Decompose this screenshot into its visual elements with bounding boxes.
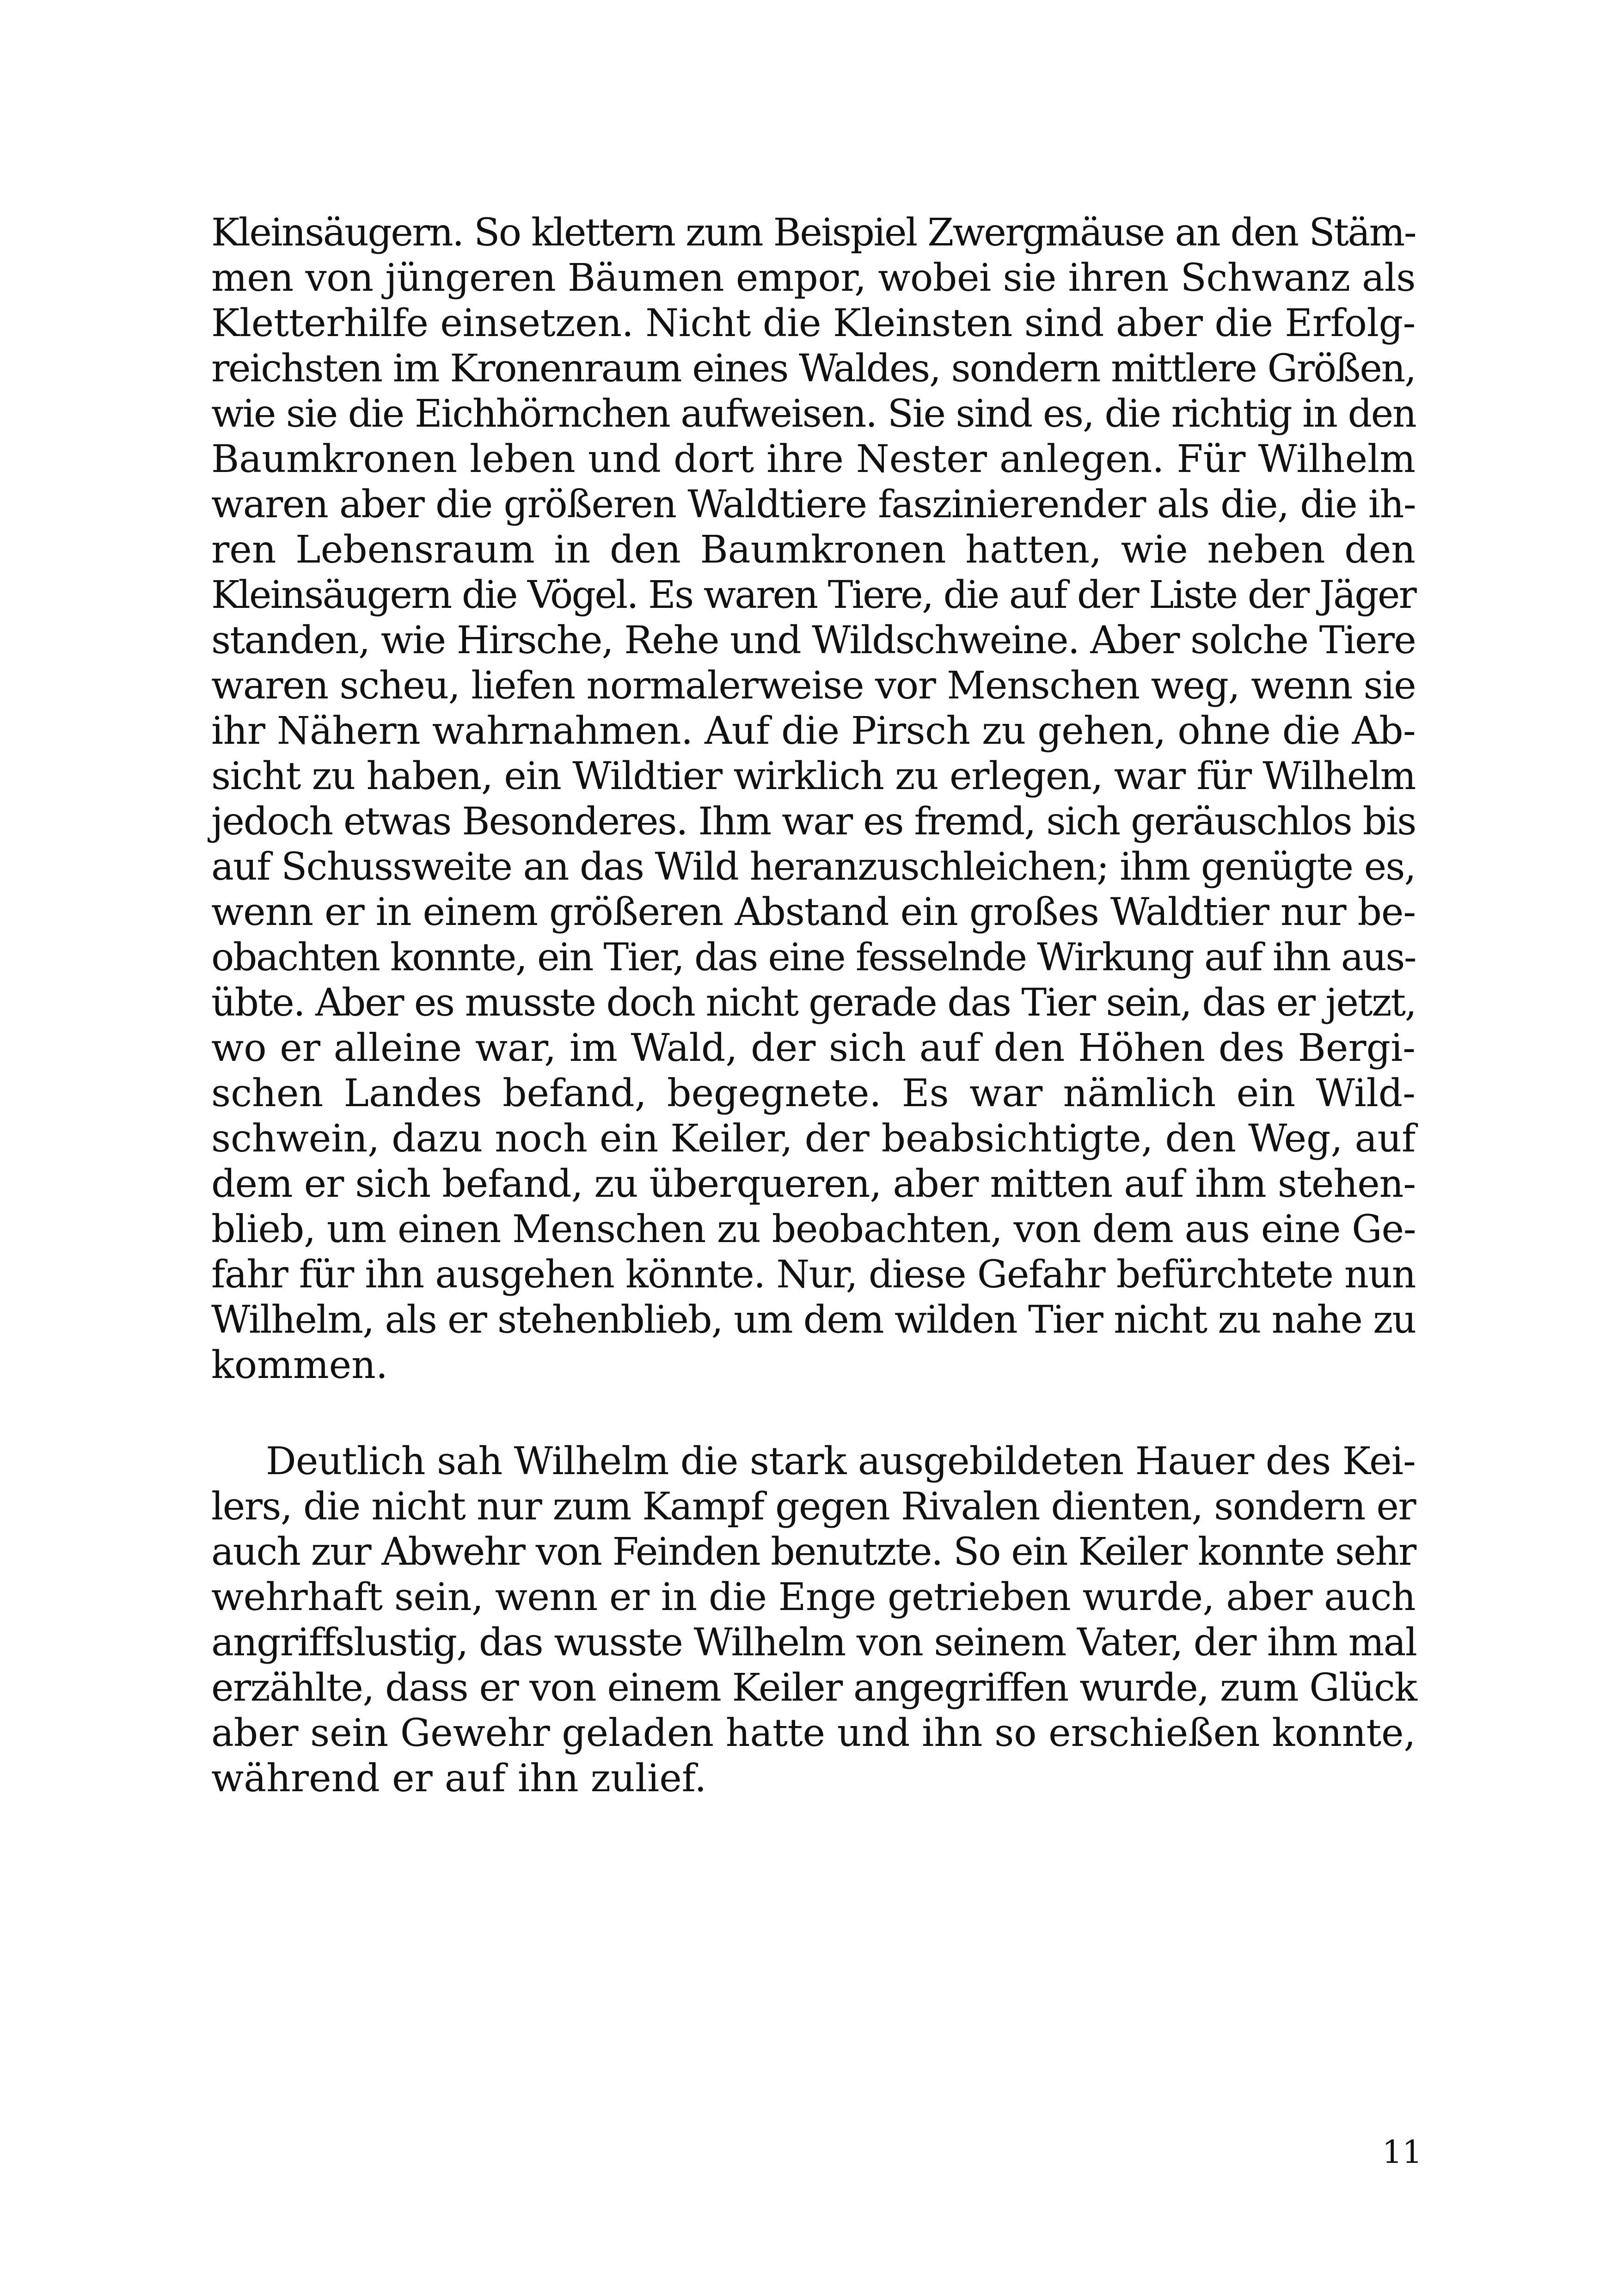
text-line: aber sein Gewehr geladen hatte und ihn so erschießen konnte,	[211, 1711, 1416, 1755]
text-line: Deutlich sah Wilhelm die stark ausgebildeten Hauer des Kei-	[266, 1439, 1416, 1483]
text-line: men von jüngeren Bäumen empor, wobei sie ihren Schwanz als	[211, 256, 1416, 300]
text-line: Baumkronen leben und dort ihre Nester anlegen. Für Wilhelm	[211, 437, 1416, 481]
paragraph-2	[211, 1439, 1416, 1801]
text-line: wo er alleine war, im Wald, der sich auf den Höhen des Bergi-	[211, 1026, 1416, 1070]
text-line: dem er sich befand, zu überqueren, aber mitten auf ihm stehen-	[211, 1162, 1416, 1206]
body-text	[211, 210, 1416, 1801]
text-line: Wilhelm, als er stehenblieb, um dem wilden Tier nicht zu nahe zu	[211, 1298, 1416, 1342]
text-line: erzählte, dass er von einem Keiler angegriffen wurde, zum Glück	[211, 1666, 1417, 1710]
text-line: Kleinsäugern. So klettern zum Beispiel Zwergmäuse an den Stäm-	[211, 211, 1416, 255]
text-line: sicht zu haben, ein Wildtier wirklich zu erlegen, war für Wilhelm	[211, 754, 1416, 798]
text-line: reichsten im Kronenraum eines Waldes, sondern mittlere Größen,	[211, 347, 1416, 391]
text-line: kommen.	[211, 1343, 388, 1387]
text-line: wie sie die Eichhörnchen aufweisen. Sie sind es, die richtig in den	[211, 392, 1416, 436]
text-line: Kleinsäugern die Vögel. Es waren Tiere, die auf der Liste der Jäger	[211, 573, 1416, 617]
text-line: waren scheu, liefen normalerweise vor Menschen weg, wenn sie	[211, 664, 1416, 708]
text-line: lers, die nicht nur zum Kampf gegen Rivalen dienten, sondern er	[211, 1485, 1416, 1529]
text-line: während er auf ihn zulief.	[211, 1757, 707, 1800]
text-line: Kletterhilfe einsetzen. Nicht die Kleinsten sind aber die Erfolg-	[211, 301, 1416, 345]
text-line: wenn er in einem größeren Abstand ein großes Waldtier nur be-	[211, 890, 1416, 934]
text-line: jedoch etwas Besonderes. Ihm war es fremd, sich geräuschlos bis	[211, 800, 1416, 844]
text-line: schen Landes befand, begegnete. Es war nämlich ein Wild-	[211, 1071, 1416, 1115]
text-line: standen, wie Hirsche, Rehe und Wildschweine. Aber solche Tiere	[211, 618, 1416, 662]
text-line: waren aber die größeren Waldtiere faszinierender als die, die ih-	[211, 483, 1416, 527]
text-line: übte. Aber es musste doch nicht gerade das Tier sein, das er jetzt,	[211, 981, 1416, 1025]
text-line: wehrhaft sein, wenn er in die Enge getrieben wurde, aber auch	[211, 1575, 1416, 1619]
text-line: auf Schussweite an das Wild heranzuschleichen; ihm genügte es,	[211, 845, 1416, 889]
text-line: blieb, um einen Menschen zu beobachten, von dem aus eine Ge-	[211, 1207, 1416, 1251]
page-number: 11	[1382, 2134, 1422, 2171]
text-line: ren Lebensraum in den Baumkronen hatten, wie neben den	[211, 528, 1416, 572]
text-line: schwein, dazu noch ein Keiler, der beabsichtigte, den Weg, auf	[211, 1117, 1416, 1161]
text-line: obachten konnte, ein Tier, das eine fesselnde Wirkung auf ihn aus-	[211, 936, 1416, 980]
text-line: ihr Nähern wahrnahmen. Auf die Pirsch zu gehen, ohne die Ab-	[211, 709, 1416, 753]
text-line: angriffslustig, das wusste Wilhelm von seinem Vater, der ihm mal	[211, 1621, 1417, 1665]
paragraph-1	[211, 210, 1416, 1388]
text-line: auch zur Abwehr von Feinden benutzte. So ein Keiler konnte sehr	[211, 1530, 1416, 1574]
text-line: fahr für ihn ausgehen könnte. Nur, diese Gefahr befürchtete nun	[211, 1253, 1416, 1297]
paragraph-spacer	[211, 1388, 1416, 1439]
